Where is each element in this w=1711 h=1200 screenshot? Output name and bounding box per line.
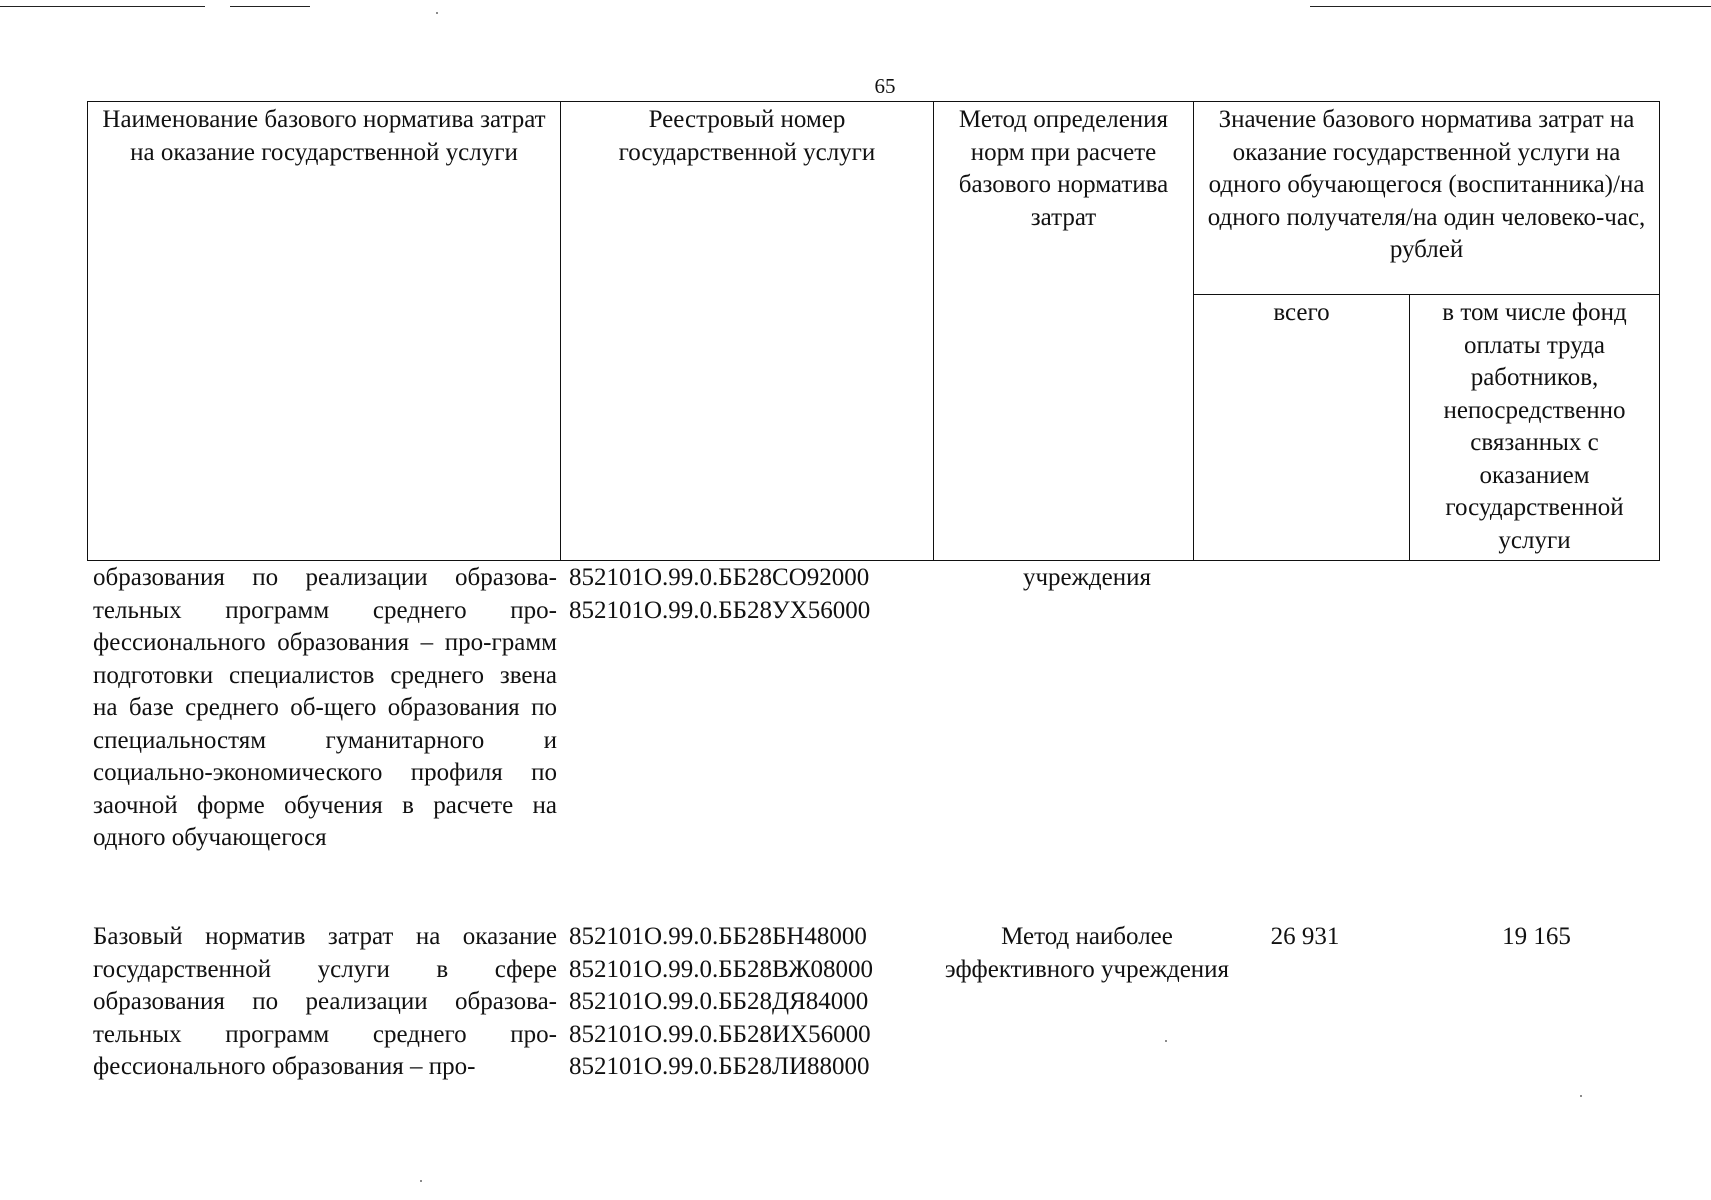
- scan-speck: [436, 12, 438, 14]
- row-wage: 19 165: [1502, 923, 1571, 950]
- table-header: [87, 101, 1660, 561]
- scan-artifact-line: [0, 6, 205, 7]
- row-method: Метод наиболее эффективного учреждения: [944, 923, 1230, 983]
- page-number: 65: [874, 74, 896, 98]
- header-total: всего: [1194, 295, 1410, 561]
- row-method: учреждения: [1022, 564, 1151, 591]
- row-codes: 852101О.99.0.ББ28СО92000 852101О.99.0.ББ28УХ56000: [569, 564, 871, 624]
- scan-speck: [1165, 1040, 1167, 1042]
- row-name: образования по реализации образова-тельных программ среднего про-фессионального образования – про-грамм подготовки специалистов среднего звена на базе среднего об-щего образования по специальностям гуманитарного и социально-экономического профиля по заочной форме обучения в расчете на одного обучающегося: [93, 564, 557, 851]
- header-value: Значение базового норматива затрат на оказание государственной услуги на одного обучающегося (воспитанника)/на одного получателя/на один человеко-час, рублей: [1194, 102, 1660, 295]
- row-total: 26 931: [1270, 923, 1340, 950]
- header-wage: в том числе фонд оплаты труда работников, непосредственно связанных с оказанием государственной услуги: [1410, 295, 1660, 561]
- header-registry: Реестровый номер государственной услуги: [561, 102, 934, 561]
- header-name: Наименование базового норматива затрат на оказание государственной услуги: [88, 102, 561, 561]
- scan-speck: [420, 1180, 422, 1182]
- scan-speck: [1580, 1095, 1582, 1097]
- row-name: Базовый норматив затрат на оказание государственной услуги в сфере образования по реализации образова-тельных программ среднего про-фессионального образования – про-: [93, 923, 557, 1080]
- row-codes: 852101О.99.0.ББ28БН48000 852101О.99.0.ББ28ВЖ08000 852101О.99.0.ББ28ДЯ84000 852101О.99.0.ББ28ИХ56000 852101О.99.0.ББ28ЛИ88000: [569, 923, 873, 1080]
- scan-artifact-line: [230, 6, 310, 7]
- header-method: Метод определения норм при расчете базового норматива затрат: [934, 102, 1194, 561]
- scan-artifact-line: [1310, 6, 1711, 7]
